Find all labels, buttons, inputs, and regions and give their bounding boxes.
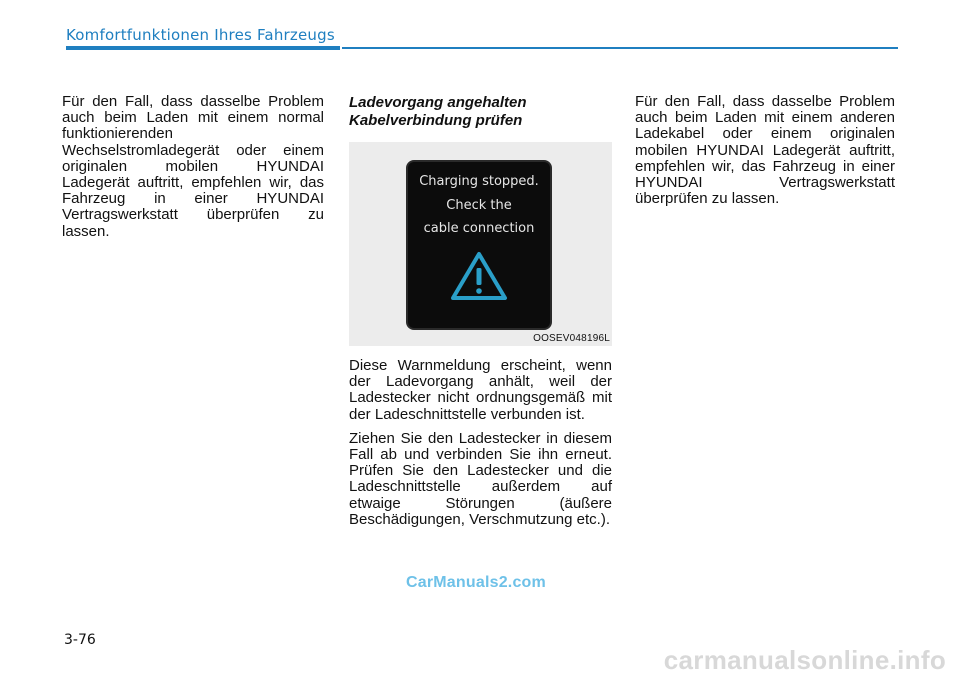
section-heading-line2: Kabelverbindung prüfen — [349, 112, 523, 129]
header-rule-thick — [66, 46, 340, 50]
column-middle-paragraph-1: Diese Warnmeldung erscheint, wenn der Ladevorgang anhält, weil der Ladestecker nicht ordnungsgemäß mit der Ladeschnittstelle verbunden ist. — [349, 357, 612, 423]
display-line-1: Charging stopped. — [419, 174, 539, 189]
figure-code: OOSEV048196L — [533, 333, 610, 344]
column-middle — [349, 94, 612, 130]
cluster-display — [408, 162, 550, 328]
column-middle-paragraph-2: Ziehen Sie den Ladestecker in diesem Fall ab und verbinden Sie ihn erneut. Prüfen Sie den Ladestecker und die Ladeschnittstelle außerdem auf etwaige Störungen (äußere Beschädigungen, Verschmutzung etc.). — [349, 429, 612, 528]
column-left-paragraph: Für den Fall, dass dasselbe Problem auch beim Laden mit einem normal funktionierenden Wechselstromladegerät oder einem originalen mobilen HYUNDAI Ladegerät auftritt, empfehlen wir, das Fahrzeug in einer HYUNDAI Vertragswerkstatt überprüfen zu lassen. — [62, 93, 324, 240]
column-middle-body — [349, 358, 612, 536]
warning-message-figure — [349, 142, 612, 346]
watermark-carmanuals2: CarManuals2.com — [406, 574, 546, 591]
section-title: Komfortfunktionen Ihres Fahrzeugs — [66, 26, 335, 44]
warning-triangle-icon — [449, 250, 509, 302]
column-left — [62, 94, 324, 248]
column-right — [635, 94, 895, 215]
watermark-carmanualsonline: carmanualsonline.info — [663, 645, 946, 675]
display-line-2: Check the — [446, 198, 512, 213]
column-right-paragraph: Für den Fall, dass dasselbe Problem auch beim Laden mit einem anderen Ladekabel oder einem originalen mobilen HYUNDAI Ladegerät auftritt, empfehlen wir, das Fahrzeug in einer HYUNDAI Vertragswerkstatt überprüfen zu lassen. — [635, 93, 895, 208]
header-rule-thin — [342, 47, 898, 49]
section-heading-line1: Ladevorgang angehalten — [349, 94, 527, 111]
page-number: 3-76 — [64, 632, 96, 648]
display-line-3: cable connection — [423, 221, 535, 236]
